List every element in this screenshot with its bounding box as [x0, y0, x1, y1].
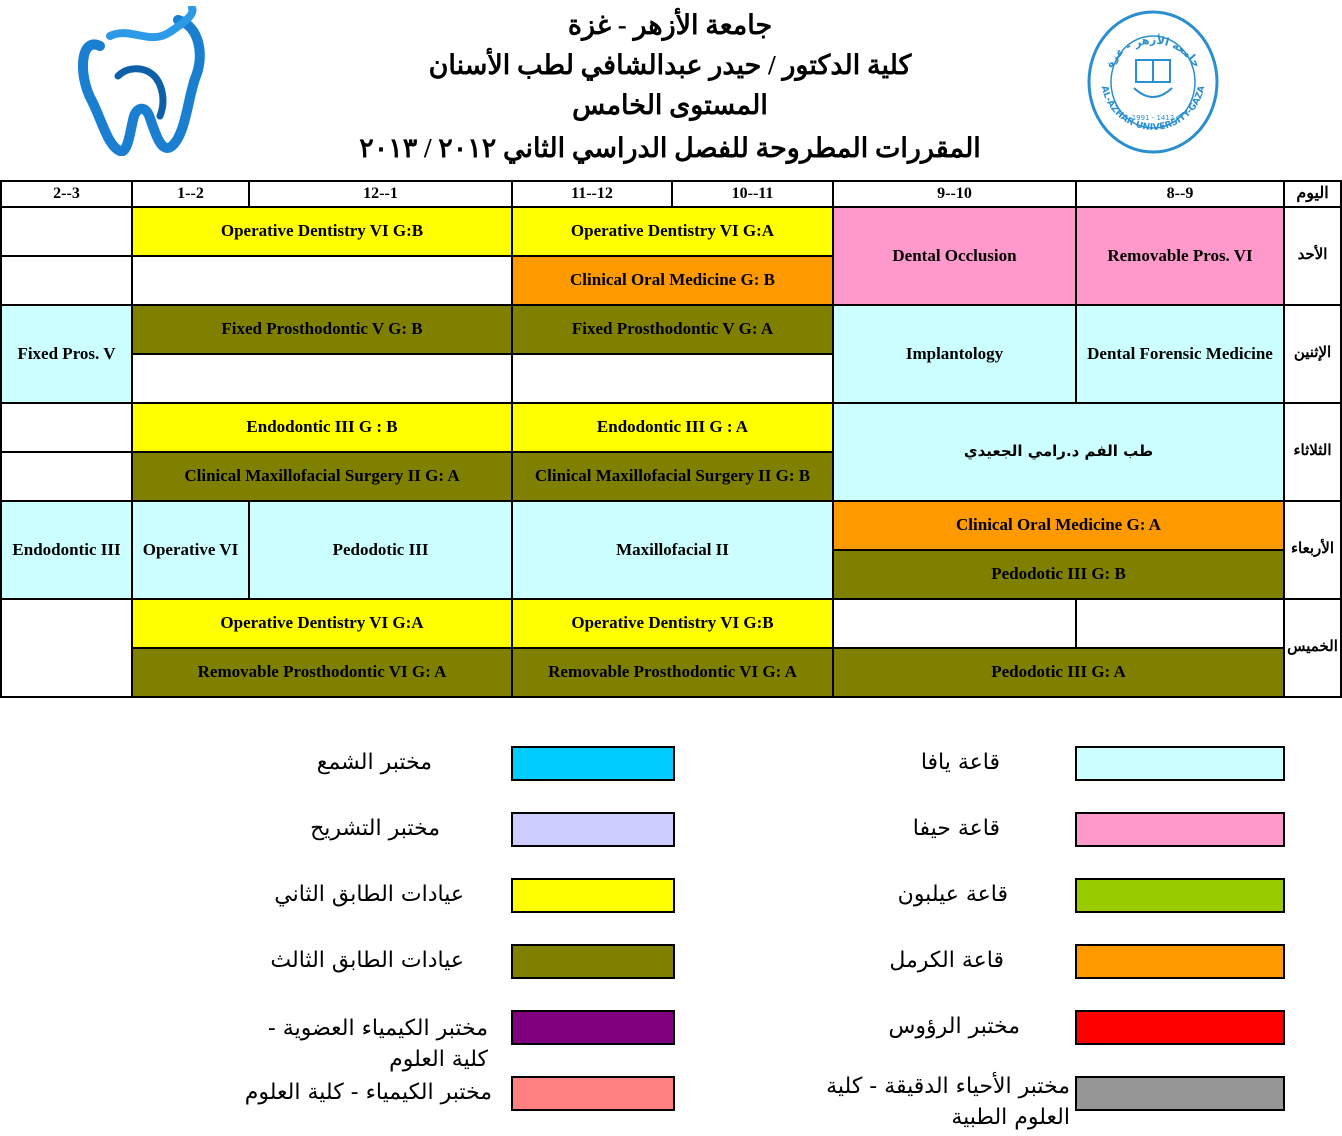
timetable: [0, 180, 1342, 698]
legend-swatch-eilaboun: [1075, 878, 1285, 913]
svg-text:AL-AZHAR UNIVERSITY-GAZA: AL-AZHAR UNIVERSITY-GAZA: [1098, 84, 1208, 133]
legend-label-wax-lab: مختبر الشمع: [316, 750, 432, 775]
legend-swatch-organic-chem-lab: [511, 1010, 675, 1045]
empty-cell: [0, 451, 133, 502]
course-cell: Dental Occlusion: [832, 206, 1077, 306]
semester-title: المقررات المطروحة للفصل الدراسي الثاني ٢٠١٢ / ٢٠١٣: [359, 133, 981, 163]
empty-cell: [131, 255, 513, 306]
svg-text:1991 - 1412: 1991 - 1412: [1131, 114, 1175, 122]
university-title: جامعة الأزهر - غزة: [567, 10, 773, 40]
legend-label-heads-lab: مختبر الرؤوس: [888, 1014, 1020, 1039]
course-cell: Operative VI: [131, 500, 250, 600]
course-cell: Operative Dentistry VI G:B: [511, 598, 834, 649]
course-cell: Operative Dentistry VI G:A: [131, 598, 513, 649]
faculty-title: كلية الدكتور / حيدر عبدالشافي لطب الأسنان: [428, 50, 912, 80]
legend-swatch-carmel: [1075, 944, 1285, 979]
course-cell: Endodontic III: [0, 500, 133, 600]
header-11-12: 11--12: [511, 180, 673, 208]
day-wednesday: الأربعاء: [1283, 500, 1342, 600]
course-cell: طب الفم د.رامي الجعيدي: [832, 402, 1285, 502]
day-thursday: الخميس: [1283, 598, 1342, 698]
empty-cell: [0, 206, 133, 257]
legend-swatch-haifa: [1075, 812, 1285, 847]
legend-label-3rd-floor-clinics: عيادات الطابق الثالث: [270, 948, 464, 973]
legend-label-yafa: قاعة يافا: [920, 750, 1000, 775]
day-sunday: الأحد: [1283, 206, 1342, 306]
course-cell: Maxillofacial II: [511, 500, 834, 600]
legend-swatch-2nd-floor-clinics: [511, 878, 675, 913]
legend-label-eilaboun: قاعة عيلبون: [897, 882, 1008, 907]
course-cell: Implantology: [832, 304, 1077, 404]
course-cell: Fixed Prosthodontic V G: B: [131, 304, 513, 355]
header-day: اليوم: [1283, 180, 1342, 208]
course-cell: Clinical Maxillofacial Surgery II G: A: [131, 451, 513, 502]
svg-text:جامعة الأزهر - غزة: جامعة الأزهر - غزة: [1102, 33, 1204, 70]
course-cell: Endodontic III G : B: [131, 402, 513, 453]
course-cell: Pedodotic III G: A: [832, 647, 1285, 698]
university-seal: [1086, 8, 1220, 156]
legend-label-chem-lab: مختبر الكيمياء - كلية العلوم: [244, 1080, 492, 1105]
legend-swatch-anatomy-lab: [511, 812, 675, 847]
legend-label-organic-chem-lab: مختبر الكيمياء العضوية - كلية العلوم: [267, 1016, 488, 1072]
header-10-11: 10--11: [671, 180, 834, 208]
empty-cell: [511, 353, 834, 404]
empty-cell: [131, 353, 513, 404]
level-title: المستوى الخامس: [572, 90, 768, 120]
legend-swatch-heads-lab: [1075, 1010, 1285, 1045]
legend-swatch-microbiology-lab: [1075, 1076, 1285, 1111]
course-cell: Clinical Maxillofacial Surgery II G: B: [511, 451, 834, 502]
course-cell: Operative Dentistry VI G:A: [511, 206, 834, 257]
legend-label-carmel: قاعة الكرمل: [889, 948, 1004, 973]
empty-cell: [1075, 598, 1285, 649]
legend-swatch-wax-lab: [511, 746, 675, 781]
header-8-9: 8--9: [1075, 180, 1285, 208]
legend-swatch-chem-lab: [511, 1076, 675, 1111]
course-cell: Clinical Oral Medicine G: B: [511, 255, 834, 306]
header-12-1: 12--1: [248, 180, 513, 208]
course-cell: Removable Prosthodontic VI G: A: [131, 647, 513, 698]
course-cell: Clinical Oral Medicine G: A: [832, 500, 1285, 551]
empty-cell: [0, 255, 133, 306]
course-cell: Removable Prosthodontic VI G: A: [511, 647, 834, 698]
header-1-2: 1--2: [131, 180, 250, 208]
course-cell: Fixed Prosthodontic V G: A: [511, 304, 834, 355]
course-cell: Pedodotic III G: B: [832, 549, 1285, 600]
legend-swatch-3rd-floor-clinics: [511, 944, 675, 979]
empty-cell: [0, 598, 133, 698]
legend-label-microbiology-lab: مختبر الأحياء الدقيقة - كلية العلوم الطبية: [826, 1074, 1070, 1130]
course-cell: Endodontic III G : A: [511, 402, 834, 453]
empty-cell: [832, 598, 1077, 649]
course-cell: Removable Pros. VI: [1075, 206, 1285, 306]
legend-swatch-yafa: [1075, 746, 1285, 781]
legend-label-haifa: قاعة حيفا: [912, 816, 1000, 841]
legend-label-anatomy-lab: مختبر التشريح: [310, 816, 440, 841]
header-2-3: 2--3: [0, 180, 133, 208]
course-cell: Operative Dentistry VI G:B: [131, 206, 513, 257]
header-9-10: 9--10: [832, 180, 1077, 208]
dental-faculty-logo: [70, 6, 210, 156]
day-tuesday: الثلاثاء: [1283, 402, 1342, 502]
course-cell: Dental Forensic Medicine: [1075, 304, 1285, 404]
legend-label-2nd-floor-clinics: عيادات الطابق الثاني: [274, 882, 464, 907]
course-cell: Pedodotic III: [248, 500, 513, 600]
course-cell: Fixed Pros. V: [0, 304, 133, 404]
day-monday: الإثنين: [1283, 304, 1342, 404]
empty-cell: [0, 402, 133, 453]
